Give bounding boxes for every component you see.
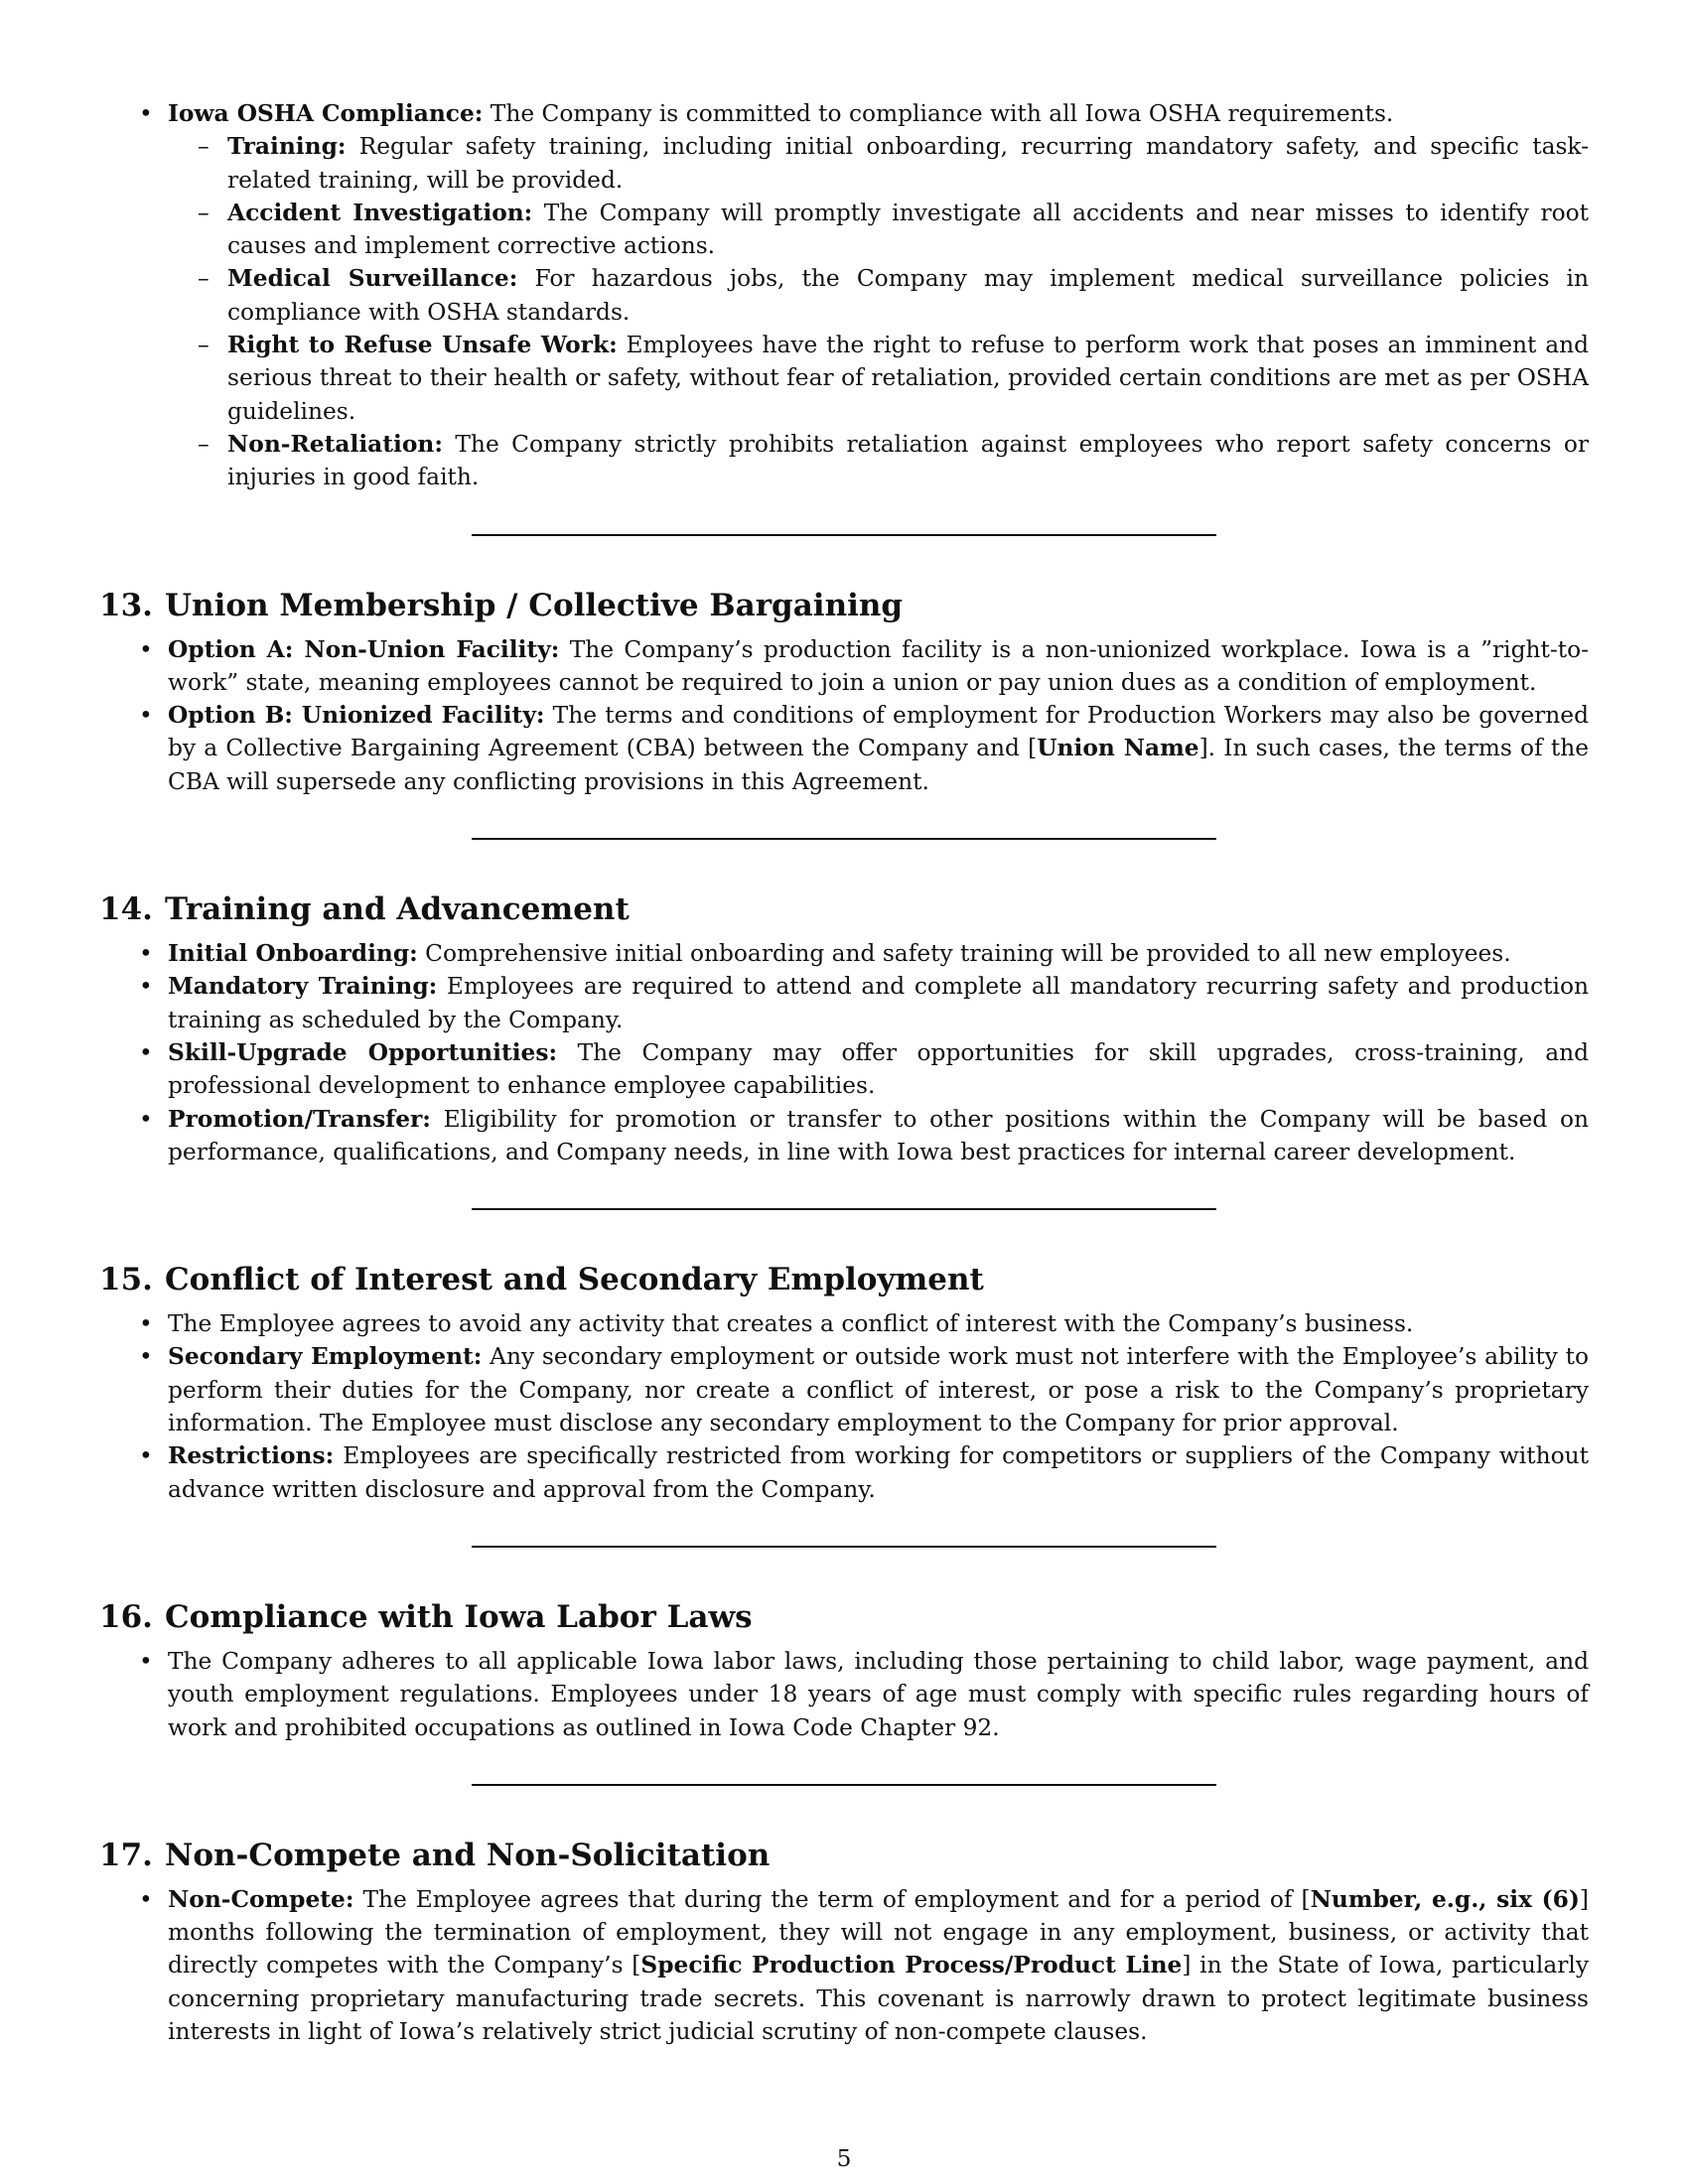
subitem-text: For hazardous jobs, the Company may implement medical surveillance policies in compliance with OSHA standards.: [227, 265, 1589, 326]
item-text: Any secondary employment or outside work must not interfere with the Employee’s ability to perform their duties for the Company, nor create a conflict of interest, or pose a risk to the Company’s proprietary information. The Employee must disclose any secondary employment to the Company for prior approval.: [168, 1343, 1589, 1437]
list-item: [99, 1340, 1589, 1439]
osha-sublist: [168, 130, 1589, 493]
item-label: Mandatory Training:: [168, 973, 438, 1001]
osha-text: The Company is committed to compliance with all Iowa OSHA requirements.: [483, 100, 1394, 127]
item-text: Employees are required to attend and complete all mandatory recurring safety and production training as scheduled by the Company.: [168, 973, 1589, 1033]
section-heading: [99, 1597, 1589, 1637]
section-divider: [472, 838, 1216, 840]
section-number: 13.: [99, 587, 153, 623]
subitem-label: Accident Investigation:: [227, 199, 533, 226]
item-text: Comprehensive initial onboarding and safety training will be provided to all new employees.: [417, 940, 1511, 968]
section-number: 16.: [99, 1598, 153, 1635]
list-item: [99, 1036, 1589, 1103]
section-14-list: [99, 937, 1589, 1168]
item-text: The terms and conditions of employment for Production Workers may also be governed by a Collective Bargaining Agreement (CBA) between the Company and [: [168, 702, 1590, 762]
section-13-list: [99, 633, 1589, 798]
section-divider: [472, 1784, 1216, 1786]
section-title: Non-Compete and Non-Solicitation: [165, 1837, 771, 1873]
section-title: Union Membership / Collective Bargaining: [165, 587, 904, 623]
section-number: 14.: [99, 891, 153, 928]
item-text: The Company may offer opportunities for skill upgrades, cross-training, and professional development to enhance employee capabilities.: [168, 1038, 1590, 1100]
item-text: Eligibility for promotion or transfer to other positions within the Company will be based on performance, qualifications, and Company needs, in line with Iowa best practices for internal career development.: [168, 1105, 1589, 1165]
list-item: [99, 1883, 1589, 2048]
osha-subitem-medical: [168, 262, 1589, 329]
osha-subitem-retaliation: [168, 428, 1589, 494]
list-item: [99, 1439, 1589, 1506]
subitem-label: Right to Refuse Unsafe Work:: [227, 332, 618, 359]
section-13: [99, 586, 1589, 798]
item-label: Skill-Upgrade Opportunities:: [168, 1038, 558, 1066]
list-item: [99, 970, 1589, 1036]
section-heading: [99, 1836, 1589, 1875]
item-text: ] in the State of Iowa, particularly concerning proprietary manufacturing trade secrets. This covenant is narrowly drawn to protect legitimate business interests in light of Iowa’s relatively strict judicial scrutiny of non-compete clauses.: [168, 1952, 1590, 2045]
osha-list: [99, 97, 1589, 494]
placeholder-union-name: Union Name: [1037, 735, 1199, 762]
osha-subitem-refuse: [168, 329, 1589, 428]
placeholder-number: Number, e.g., six (6): [1310, 1885, 1580, 1913]
item-label: Option A: Non-Union Facility:: [168, 635, 560, 663]
item-text: Employees are specifically restricted from working for competitors or suppliers of the Company without advance written disclosure and approval from the Company.: [168, 1442, 1589, 1503]
list-item: [99, 1103, 1589, 1169]
osha-subitem-accident: [168, 197, 1589, 263]
section-17: [99, 1836, 1589, 2048]
subitem-label: Medical Surveillance:: [227, 265, 518, 293]
subitem-label: Non-Retaliation:: [227, 430, 443, 458]
section-15-list: [99, 1307, 1589, 1506]
section-16-list: [99, 1645, 1589, 1744]
subitem-label: Training:: [227, 133, 347, 161]
section-number: 15.: [99, 1262, 153, 1298]
item-label: Secondary Employment:: [168, 1343, 483, 1371]
section-heading: [99, 1260, 1589, 1299]
item-text: The Employee agrees that during the term of employment and for a period of [: [353, 1885, 1311, 1913]
item-label: Promotion/Transfer:: [168, 1105, 431, 1133]
item-text: The Company adheres to all applicable Iowa labor laws, including those pertaining to child labor, wage payment, and youth employment regulations. Employees under 18 years of age must comply with specific rules regarding hours of work and prohibited occupations as outlined in Iowa Code Chapter 92.: [168, 1647, 1589, 1741]
placeholder-product-line: Specific Production Process/Product Line: [640, 1952, 1183, 1979]
section-heading: [99, 586, 1589, 625]
section-title: Compliance with Iowa Labor Laws: [165, 1598, 753, 1635]
section-title: Training and Advancement: [165, 891, 630, 928]
subitem-text: The Company will promptly investigate all accidents and near misses to identify root causes and implement corrective actions.: [227, 199, 1589, 260]
section-16: [99, 1597, 1589, 1744]
section-17-list: [99, 1883, 1589, 2048]
item-label: Initial Onboarding:: [168, 940, 418, 968]
item-text: ] months following the termination of employment, they will not engage in any employment, business, or activity that directly competes with the Company’s [: [168, 1885, 1589, 1979]
item-text: ]. In such cases, the terms of the CBA will supersede any conflicting provisions in this Agreement.: [168, 735, 1590, 795]
section-title: Conflict of Interest and Secondary Employment: [165, 1262, 984, 1298]
item-text: The Employee agrees to avoid any activity that creates a conflict of interest with the Company’s business.: [168, 1310, 1414, 1338]
section-divider: [472, 1208, 1216, 1210]
item-label: Restrictions:: [168, 1442, 335, 1470]
list-item: [99, 699, 1589, 798]
subitem-text: The Company strictly prohibits retaliation against employees who report safety concerns or injuries in good faith.: [227, 430, 1589, 491]
item-text: The Company’s production facility is a non-unionized workplace. Iowa is a ”right-to-work” state, meaning employees cannot be required to join a union or pay union dues as a condition of employment.: [168, 635, 1589, 696]
section-14: [99, 889, 1589, 1168]
osha-label: Iowa OSHA Compliance:: [168, 100, 484, 127]
section-divider: [472, 534, 1216, 536]
subitem-text: Regular safety training, including initial onboarding, recurring mandatory safety, and specific task-related training, will be provided.: [227, 133, 1589, 194]
section-heading: [99, 889, 1589, 929]
osha-subitem-training: [168, 130, 1589, 197]
section-divider: [472, 1546, 1216, 1548]
list-item: [99, 633, 1589, 700]
page-number: 5: [836, 2145, 852, 2172]
list-item: [99, 1645, 1589, 1744]
list-item: [99, 1307, 1589, 1340]
document-page: [99, 97, 1589, 2048]
osha-item: [99, 97, 1589, 494]
section-number: 17.: [99, 1837, 153, 1873]
section-15: [99, 1260, 1589, 1506]
subitem-text: Employees have the right to refuse to perform work that poses an imminent and serious threat to their health or safety, without fear of retaliation, provided certain conditions are met as per OSHA guidelines.: [227, 332, 1590, 425]
item-label: Option B: Unionized Facility:: [168, 702, 545, 730]
list-item: [99, 937, 1589, 970]
item-label: Non-Compete:: [168, 1885, 354, 1913]
